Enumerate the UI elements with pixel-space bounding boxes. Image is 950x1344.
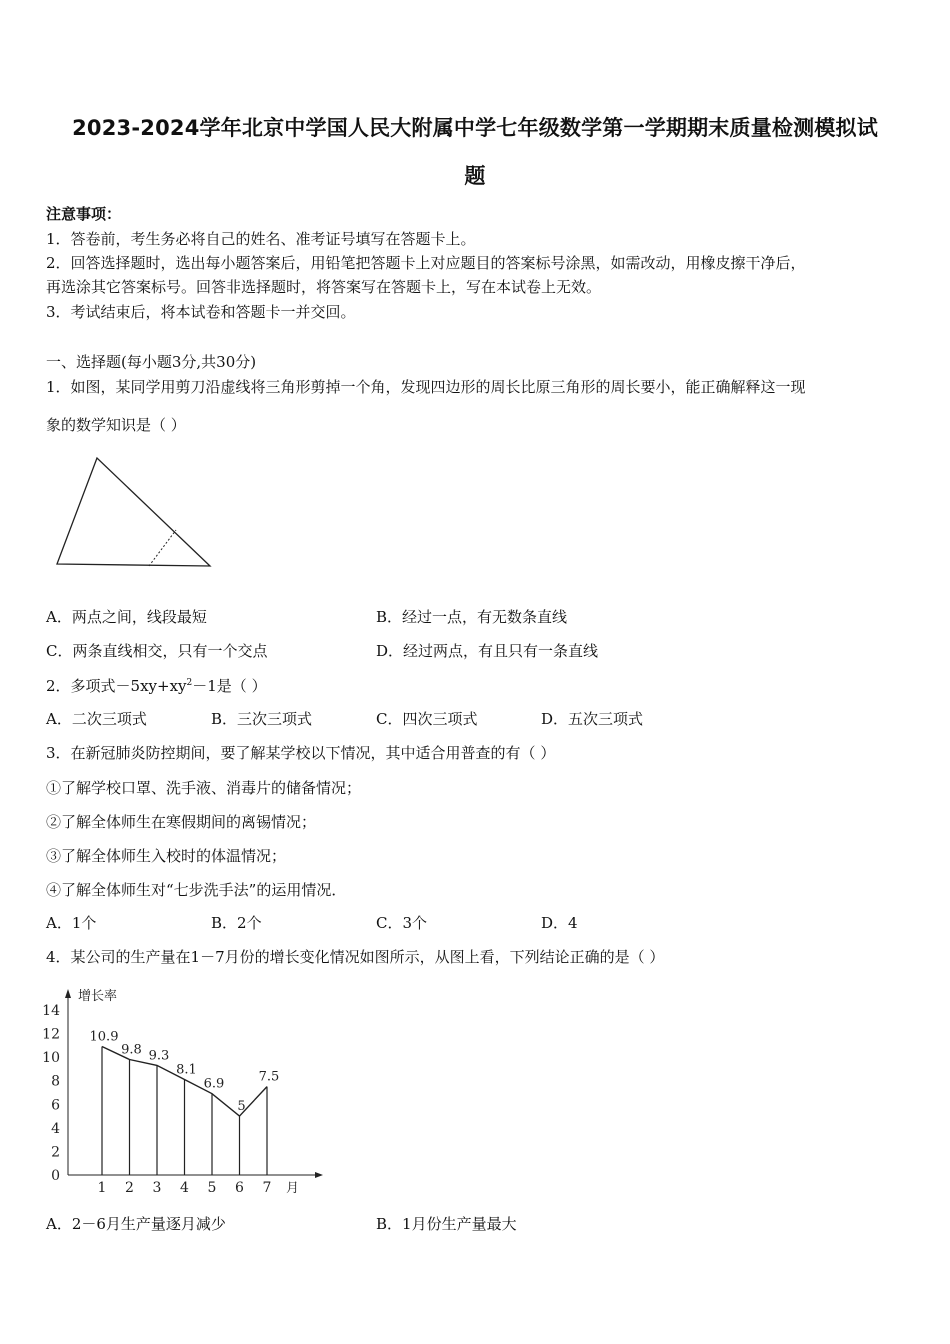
- q2-stem-suffix: －1是（ ）: [192, 677, 267, 695]
- y-tick-label: 12: [42, 1026, 60, 1043]
- q2-stem-exponent: 2: [186, 678, 193, 688]
- notice-item-2: 2．回答选择题时，选出每小题答案后，用铅笔把答题卡上对应题目的答案标号涂黑，如需改动，用橡皮擦干净后，: [46, 254, 806, 272]
- q4-option-b: B．1月份生产量最大: [376, 1215, 517, 1233]
- q4-stem: 4．某公司的生产量在1－7月份的增长变化情况如图所示，从图上看，下列结论正确的是（ ）: [46, 948, 665, 966]
- y-tick-label: 8: [51, 1073, 60, 1090]
- data-label: 9.3: [148, 1048, 170, 1064]
- y-axis-arrow: [65, 989, 71, 998]
- triangle-outline: [57, 458, 210, 566]
- q3-item-2: ②了解全体师生在寒假期间的离锡情况；: [46, 813, 317, 831]
- q1-option-c: C．两条直线相交，只有一个交点: [46, 642, 268, 660]
- data-label: 5: [237, 1099, 246, 1115]
- y-tick-label: 10: [42, 1050, 60, 1067]
- q3-item-3: ③了解全体师生入校时的体温情况；: [46, 847, 287, 865]
- section-heading: 一、选择题(每小题3分,共30分): [46, 353, 257, 371]
- q2-stem-prefix: 2．多项式－5xy+xy: [46, 677, 187, 695]
- exam-title-line2: 题: [464, 164, 486, 188]
- q3-stem: 3．在新冠肺炎防控期间，要了解某学校以下情况，其中适合用普查的有（ ）: [46, 744, 556, 762]
- q2-option-b: B．三次三项式: [211, 710, 313, 728]
- q2-option-a: A．二次三项式: [46, 710, 147, 728]
- x-tick-label: 1: [97, 1180, 107, 1196]
- cut-dashed-line: [149, 530, 176, 566]
- x-axis-arrow: [315, 1172, 323, 1178]
- q3-option-a: A．1个: [46, 914, 97, 932]
- exam-title-line1: 2023-2024学年北京中学国人民大附属中学七年级数学第一学期期末质量检测模拟试: [72, 116, 878, 140]
- notice-item-2-cont: 再选涂其它答案标号。回答非选择题时，将答案写在答题卡上，写在本试卷上无效。: [46, 278, 602, 296]
- x-tick-label: 6: [235, 1180, 244, 1196]
- x-axis-title: 月: [286, 1181, 300, 1196]
- data-label: 9.8: [121, 1042, 142, 1058]
- x-tick-label: 2: [125, 1180, 134, 1196]
- data-label: 6.9: [203, 1076, 225, 1092]
- q1-option-d: D．经过两点，有且只有一条直线: [376, 642, 599, 660]
- q4-option-a: A．2－6月生产量逐月减少: [46, 1215, 226, 1233]
- q1-triangle-figure: [50, 450, 220, 575]
- q3-option-d: D．4: [541, 914, 578, 932]
- q2-option-d: D．五次三项式: [541, 710, 644, 728]
- q3-option-b: B．2个: [211, 914, 262, 932]
- y-axis-title: 增长率: [78, 989, 118, 1004]
- q3-item-4: ④了解全体师生对“七步洗手法”的运用情况．: [46, 881, 347, 899]
- x-tick-label: 4: [180, 1180, 189, 1196]
- notice-heading: 注意事项：: [46, 205, 122, 223]
- y-tick-label: 0: [51, 1168, 60, 1184]
- q2-option-c: C．四次三项式: [376, 710, 478, 728]
- notice-item-3: 3．考试结束后，将本试卷和答题卡一并交回。: [46, 303, 356, 321]
- y-tick-label: 6: [51, 1097, 60, 1114]
- notice-item-1: 1．答卷前，考生务必将自己的姓名、准考证号填写在答题卡上。: [46, 230, 476, 248]
- data-label: 10.9: [89, 1029, 119, 1045]
- x-tick-label: 3: [152, 1180, 162, 1196]
- q1-option-b: B．经过一点，有无数条直线: [376, 608, 568, 626]
- y-tick-label: 2: [51, 1144, 60, 1161]
- q1-option-a: A．两点之间，线段最短: [46, 608, 207, 626]
- q1-stem-line2: 象的数学知识是（ ）: [46, 416, 186, 434]
- y-tick-label: 4: [51, 1120, 60, 1137]
- x-tick-label: 5: [207, 1180, 217, 1196]
- q2-stem: [46, 675, 267, 696]
- data-label: 8.1: [176, 1062, 197, 1078]
- data-label: 7.5: [258, 1069, 280, 1085]
- q4-growth-rate-chart: [40, 980, 330, 1205]
- q3-option-c: C．3个: [376, 914, 428, 932]
- q3-item-1: ①了解学校口罩、洗手液、消毒片的储备情况；: [46, 779, 362, 797]
- y-tick-label: 14: [42, 1003, 60, 1019]
- q1-stem-line1: 1．如图，某同学用剪刀沿虚线将三角形剪掉一个角，发现四边形的周长比原三角形的周长要小，能正确解释这一现: [46, 378, 806, 396]
- x-tick-label: 7: [262, 1180, 272, 1196]
